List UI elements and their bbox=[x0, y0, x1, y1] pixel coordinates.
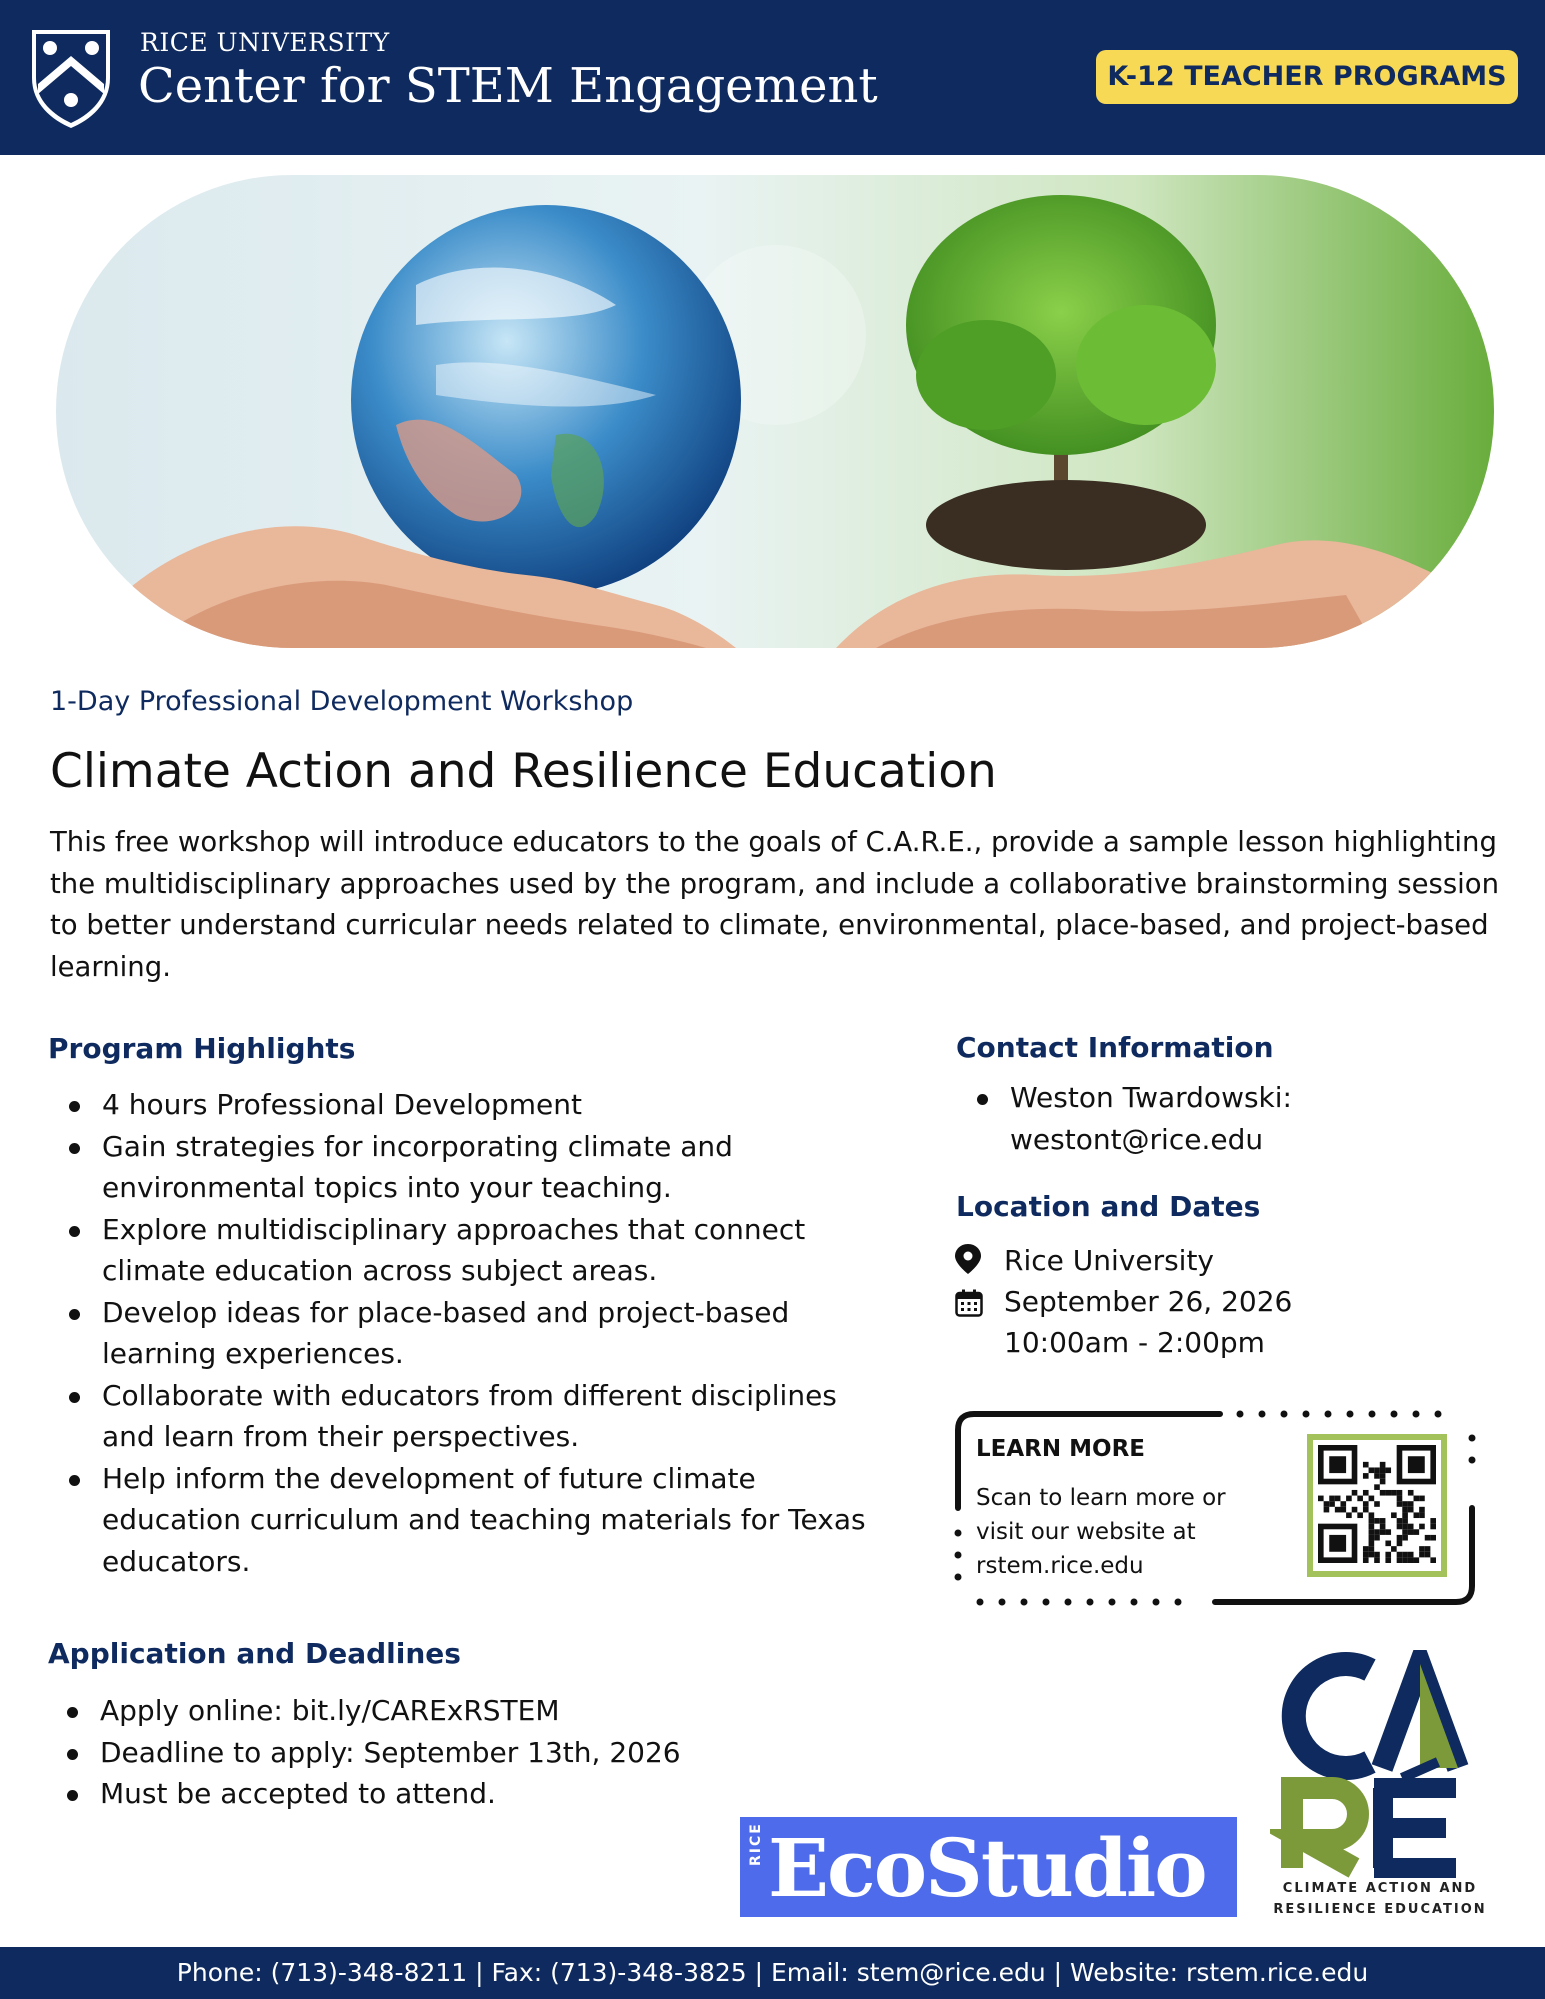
learn-more-line: visit our website at bbox=[976, 1519, 1196, 1545]
center-name: Center for STEM Engagement bbox=[138, 58, 878, 114]
program-highlights-heading: Program Highlights bbox=[48, 1032, 356, 1065]
location-place: Rice University bbox=[1004, 1244, 1214, 1277]
application-heading: Application and Deadlines bbox=[48, 1637, 461, 1670]
workshop-title: Climate Action and Resilience Education bbox=[50, 744, 997, 799]
learn-more-title: LEARN MORE bbox=[976, 1436, 1145, 1462]
learn-more-line: Scan to learn more or bbox=[976, 1485, 1226, 1511]
ecostudio-rice-text: RICE bbox=[748, 1822, 764, 1866]
program-highlights-list bbox=[48, 1084, 868, 1582]
list-item: Develop ideas for place-based and project-based learning experiences. bbox=[48, 1292, 868, 1375]
program-badge: K-12 TEACHER PROGRAMS bbox=[1096, 50, 1518, 104]
list-item: Apply online: bit.ly/CARExRSTEM bbox=[46, 1690, 746, 1732]
care-caption-line: RESILIENCE EDUCATION bbox=[1273, 1902, 1487, 1917]
ecostudio-text: EcoStudio bbox=[768, 1821, 1206, 1915]
list-item: 4 hours Professional Development bbox=[48, 1084, 868, 1126]
learn-more-url[interactable]: rstem.rice.edu bbox=[976, 1553, 1144, 1579]
list-item: Gain strategies for incorporating climate and environmental topics into your teaching. bbox=[48, 1126, 868, 1209]
care-logo-caption bbox=[1270, 1878, 1490, 1920]
list-item: Explore multidisciplinary approaches that connect climate education across subject areas. bbox=[48, 1209, 868, 1292]
workshop-subtitle: 1-Day Professional Development Workshop bbox=[50, 686, 634, 717]
location-time: 10:00am - 2:00pm bbox=[1004, 1326, 1265, 1359]
list-item: Help inform the development of future climate education curriculum and teaching materials for Texas educators. bbox=[48, 1458, 868, 1583]
care-caption-line: CLIMATE ACTION AND bbox=[1282, 1881, 1478, 1896]
list-item: Must be accepted to attend. bbox=[46, 1773, 746, 1815]
calendar-icon bbox=[955, 1289, 983, 1317]
application-list bbox=[46, 1690, 746, 1815]
header-bar bbox=[0, 0, 1545, 155]
contact-email[interactable]: westont@rice.edu bbox=[1010, 1122, 1264, 1156]
hero-image-earth-and-tree bbox=[56, 175, 1494, 648]
learn-more-text bbox=[976, 1481, 1256, 1583]
contact-name: Weston Twardowski: bbox=[1010, 1081, 1292, 1114]
contact-item bbox=[956, 1077, 1436, 1160]
contact-list bbox=[956, 1077, 1436, 1160]
contact-heading: Contact Information bbox=[956, 1031, 1274, 1064]
university-name: RICE UNIVERSITY bbox=[140, 28, 390, 57]
location-date: September 26, 2026 bbox=[1004, 1285, 1293, 1318]
workshop-intro: This free workshop will introduce educators to the goals of C.A.R.E., provide a sample lesson highlighting the multidisciplinary approaches used by the program, and include a collaborative brainstorming session to better understand curricular needs related to climate, environmental, place-based, and project-based learning. bbox=[50, 826, 1500, 983]
footer-contact-bar: Phone: (713)-348-8211 | Fax: (713)-348-3825 | Email: stem@rice.edu | Website: rstem.rice.edu bbox=[0, 1947, 1545, 1999]
rice-shield-logo bbox=[28, 26, 114, 130]
list-item: Deadline to apply: September 13th, 2026 bbox=[46, 1732, 746, 1774]
qr-code-icon[interactable] bbox=[1307, 1434, 1447, 1577]
location-heading: Location and Dates bbox=[956, 1190, 1261, 1223]
map-pin-icon bbox=[955, 1244, 981, 1274]
list-item: Collaborate with educators from different disciplines and learn from their perspectives. bbox=[48, 1375, 868, 1458]
